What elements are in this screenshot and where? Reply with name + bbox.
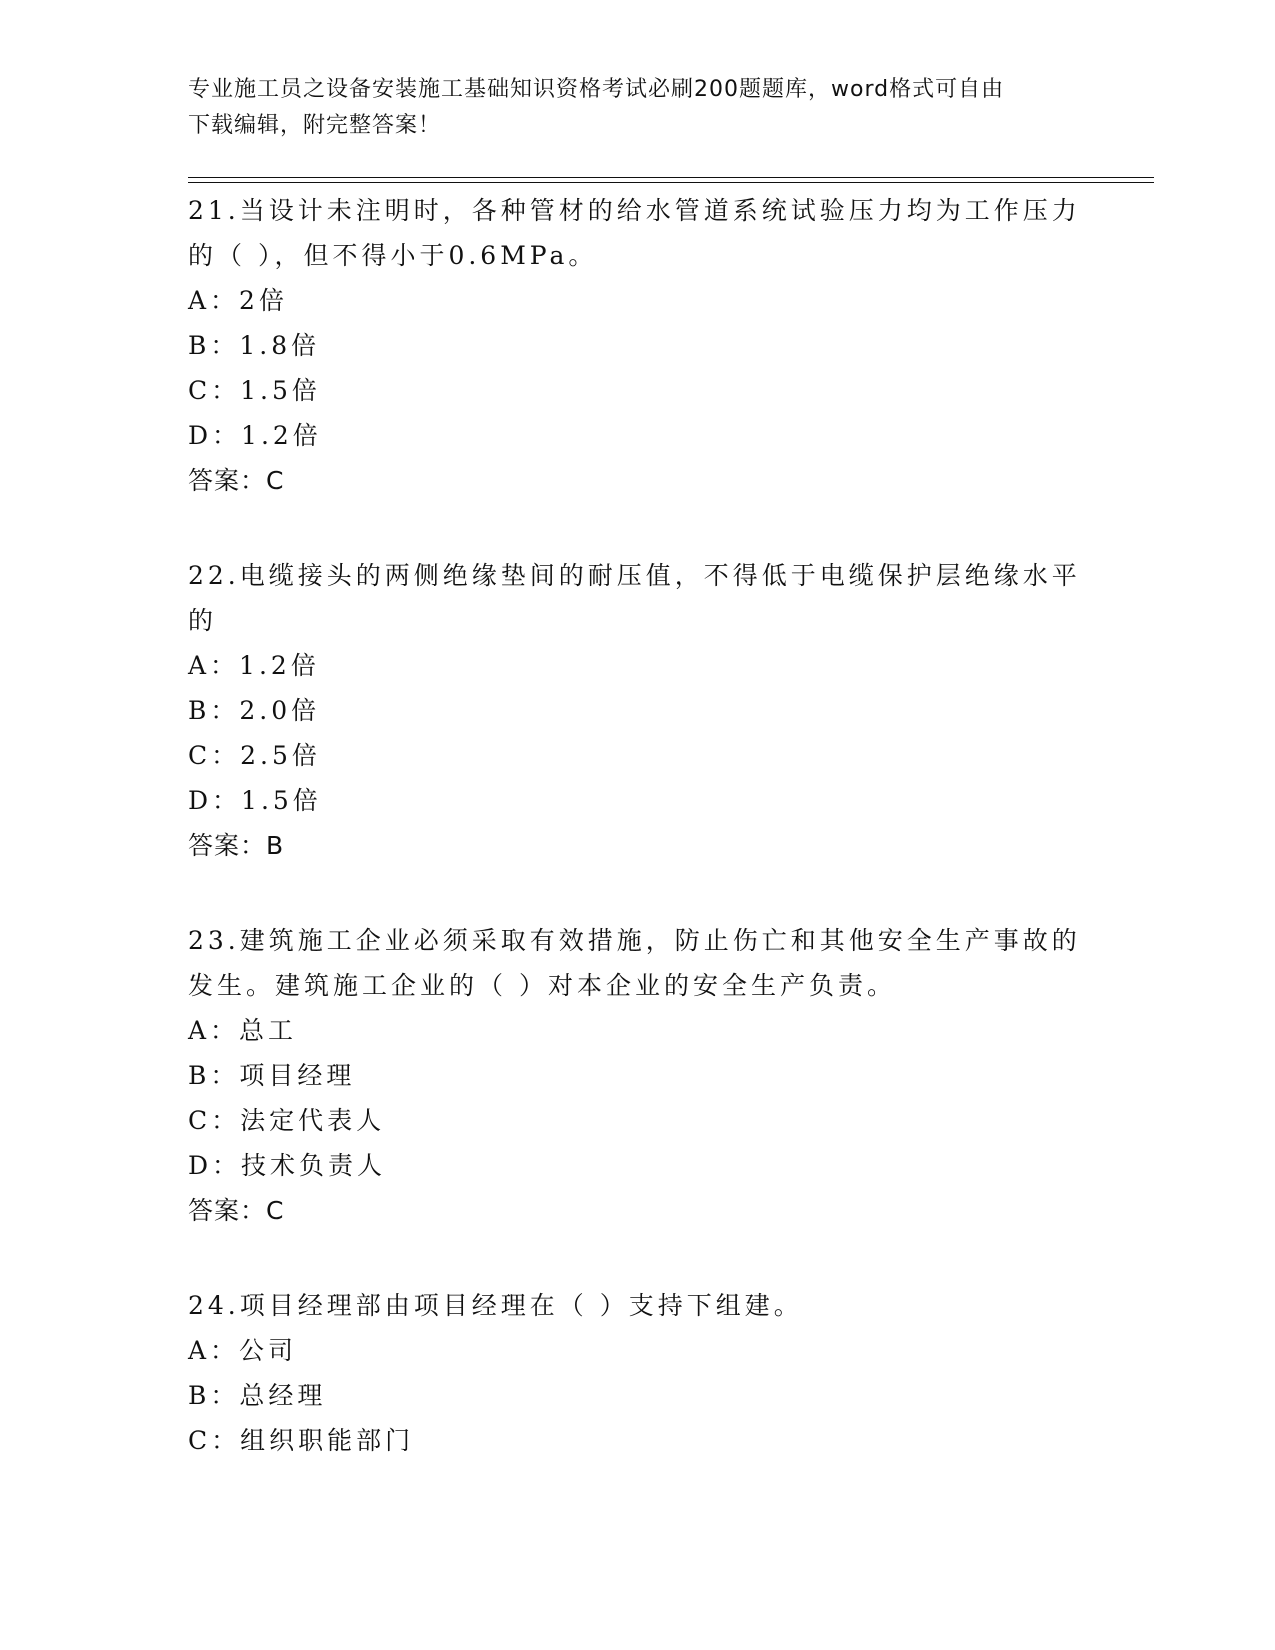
- option-c: C：2.5倍: [188, 741, 321, 770]
- question-stem-line: 22.电缆接头的两侧绝缘垫间的耐压值，不得低于电缆保护层绝缘水平: [188, 561, 1081, 590]
- option-b: B：2.0倍: [188, 696, 321, 725]
- option-a: A：总工: [188, 1016, 298, 1045]
- header-divider-bottom: [188, 182, 1154, 183]
- document-header: [188, 72, 1088, 144]
- question-24: [188, 1283, 1088, 1463]
- question-stem-line: 23.建筑施工企业必须采取有效措施，防止伤亡和其他安全生产事故的: [188, 926, 1081, 955]
- option-a: A：1.2倍: [188, 651, 320, 680]
- option-c: C：组织职能部门: [188, 1426, 415, 1455]
- option-b: B：总经理: [188, 1381, 327, 1410]
- question-stem-line: 发生。建筑施工企业的（ ）对本企业的安全生产负责。: [188, 971, 896, 1000]
- option-d: D：技术负责人: [188, 1151, 387, 1180]
- option-d: D：1.5倍: [188, 786, 322, 815]
- question-stem-line: 21.当设计未注明时，各种管材的给水管道系统试验压力均为工作压力: [188, 196, 1081, 225]
- option-b: B：1.8倍: [188, 331, 321, 360]
- option-c: C：1.5倍: [188, 376, 321, 405]
- question-22: [188, 553, 1088, 868]
- answer: 答案：B: [188, 831, 285, 860]
- question-stem-line: 24.项目经理部由项目经理在（ ）支持下组建。: [188, 1291, 803, 1320]
- answer: 答案：C: [188, 466, 285, 495]
- question-stem-line: 的（ ），但不得小于0.6MPa。: [188, 241, 598, 270]
- option-a: A：2倍: [188, 286, 288, 315]
- question-23: [188, 918, 1088, 1233]
- header-line-1: 专业施工员之设备安装施工基础知识资格考试必刷200题题库，word格式可自由: [188, 77, 1005, 102]
- option-a: A：公司: [188, 1336, 298, 1365]
- option-d: D：1.2倍: [188, 421, 322, 450]
- option-b: B：项目经理: [188, 1061, 356, 1090]
- question-stem-line: 的: [188, 606, 218, 635]
- answer: 答案：C: [188, 1196, 285, 1225]
- question-21: [188, 188, 1088, 503]
- header-line-2: 下载编辑，附完整答案！: [188, 113, 442, 138]
- option-c: C：法定代表人: [188, 1106, 386, 1135]
- header-divider-top: [188, 177, 1154, 178]
